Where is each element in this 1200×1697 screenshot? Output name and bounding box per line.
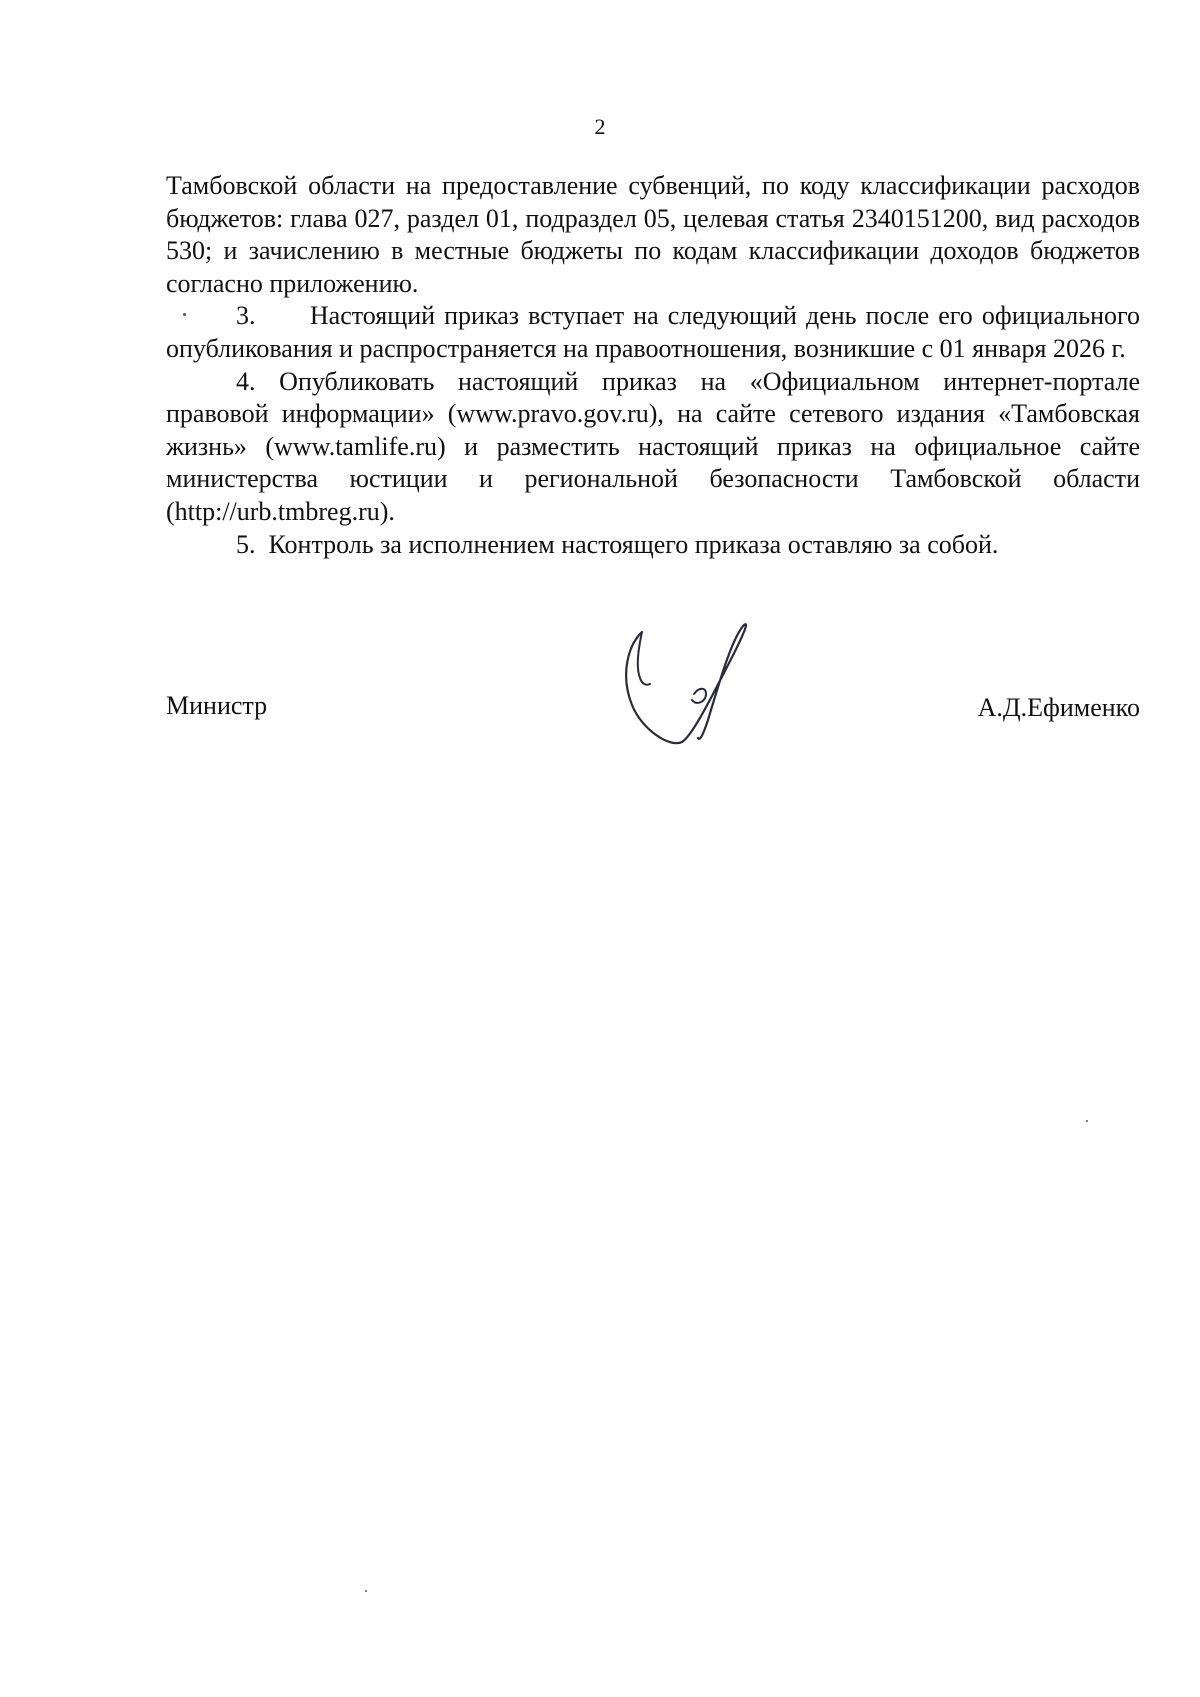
paragraph-4: 4. Опубликовать настоящий приказ на «Официальном интернет-портале правовой информации» (www.pravo.gov.ru), на сайте сетевого издания «Тамбовская жизнь» (www.tamlife.ru) и разместить настоящий приказ на официальное сайте министерства юстиции и региональной безопасности Тамбовской области (http://urb.tmbreg.ru). xyxy=(166,366,1140,526)
signatory-name: А.Д.Ефименко xyxy=(977,693,1140,722)
signatory-title: Министр xyxy=(166,691,268,720)
paragraph-continuation: Тамбовской области на предоставление субвенций, по коду классификации расходов бюджетов: глава 027, раздел 01, подраздел 05, целевая статья 2340151200, вид расходов 530; и зачислению в местные бюджеты по кодам классификации доходов бюджетов согласно приложению. xyxy=(166,171,1140,298)
paragraph-3: 3. Настоящий приказ вступает на следующий день после его официального опубликования и распространяется на правоотношения, возникшие с 01 января 2026 г. xyxy=(166,301,1140,363)
scan-speck xyxy=(365,1590,367,1592)
scan-speck xyxy=(183,313,186,316)
page-number: 2 xyxy=(594,114,606,139)
paragraph-5: 5. Контроль за исполнением настоящего приказа оставляю за собой. xyxy=(236,529,999,559)
document-body xyxy=(166,170,1140,561)
scan-speck xyxy=(1086,1120,1088,1122)
signature-icon xyxy=(620,620,780,760)
